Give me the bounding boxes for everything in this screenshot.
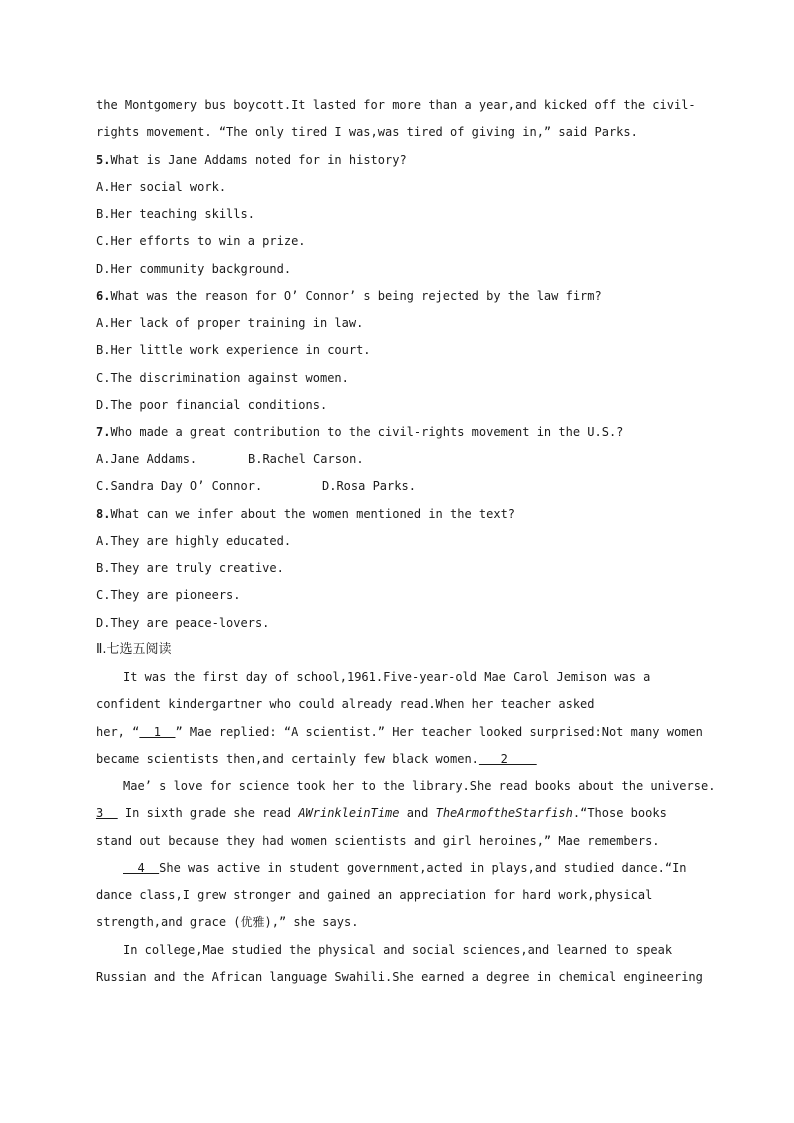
question-number: 8. — [96, 507, 111, 521]
option: D.Her community background. — [96, 262, 292, 276]
paragraph-line: confident kindergartner who could already read.When her teacher asked — [96, 697, 595, 711]
blank-4: 4 — [123, 861, 160, 875]
question-5 — [96, 152, 696, 168]
section-heading: Ⅱ.七选五阅读 — [96, 642, 172, 657]
option: B.Her little work experience in court. — [96, 343, 371, 357]
paragraph-line: 4 She was active in student government,acted in plays,and studied dance.“In — [123, 861, 687, 875]
option: C.Her efforts to win a prize. — [96, 234, 306, 248]
paragraph-line: became scientists then,and certainly few black women. 2 — [96, 752, 537, 766]
option: B.Rachel Carson. — [248, 452, 364, 466]
question-number: 7. — [96, 425, 111, 439]
option: C.The discrimination against women. — [96, 371, 349, 385]
book-title: AWrinkleinTime — [298, 806, 400, 820]
option: A.They are highly educated. — [96, 534, 292, 548]
paragraph-line: Russian and the African language Swahili.She earned a degree in chemical engineering — [96, 970, 703, 984]
option: A.Her social work. — [96, 180, 227, 194]
blank-1: 1 — [139, 725, 176, 739]
paragraph-line: dance class,I grew stronger and gained an appreciation for hard work,physical — [96, 888, 653, 902]
option: D.They are peace-lovers. — [96, 616, 270, 630]
option: B.Her teaching skills. — [96, 207, 255, 221]
option: B.They are truly creative. — [96, 561, 284, 575]
question-number: 6. — [96, 289, 111, 303]
paragraph-line: Mae’ s love for science took her to the library.She read books about the universe. — [123, 779, 716, 793]
question-stem: What was the reason for O’ Connor’ s being rejected by the law firm? — [110, 289, 602, 303]
blank-2: 2 — [478, 752, 537, 766]
option: A.Jane Addams. — [96, 452, 198, 466]
option: D.Rosa Parks. — [322, 479, 416, 493]
paragraph-line: 3 In sixth grade she read AWrinkleinTime and TheArmoftheStarfish.“Those books — [96, 806, 667, 820]
passage-line: rights movement. “The only tired I was,was tired of giving in,” said Parks. — [96, 125, 638, 139]
question-stem: Who made a great contribution to the civil-rights movement in the U.S.? — [110, 425, 624, 439]
option: A.Her lack of proper training in law. — [96, 316, 364, 330]
paragraph-line: strength,and grace (优雅),” she says. — [96, 915, 359, 929]
option: C.Sandra Day O’ Connor. — [96, 479, 263, 493]
book-title: TheArmoftheStarfish — [435, 806, 573, 820]
question-7 — [96, 424, 696, 440]
paragraph-line: In college,Mae studied the physical and social sciences,and learned to speak — [123, 943, 673, 957]
question-stem: What is Jane Addams noted for in history? — [110, 153, 407, 167]
passage-line: the Montgomery bus boycott.It lasted for more than a year,and kicked off the civil- — [96, 98, 696, 112]
paragraph-line: her, “ 1 ” Mae replied: “A scientist.” Her teacher looked surprised:Not many women — [96, 725, 703, 739]
question-stem: What can we infer about the women mentioned in the text? — [110, 507, 516, 521]
option: D.The poor financial conditions. — [96, 398, 328, 412]
question-8 — [96, 506, 696, 522]
blank-3: 3 — [96, 806, 118, 820]
question-6 — [96, 288, 696, 304]
paragraph-line: stand out because they had women scientists and girl heroines,” Mae remembers. — [96, 834, 660, 848]
option: C.They are pioneers. — [96, 588, 241, 602]
paragraph-line: It was the first day of school,1961.Five-year-old Mae Carol Jemison was a — [123, 670, 651, 684]
question-number: 5. — [96, 153, 111, 167]
